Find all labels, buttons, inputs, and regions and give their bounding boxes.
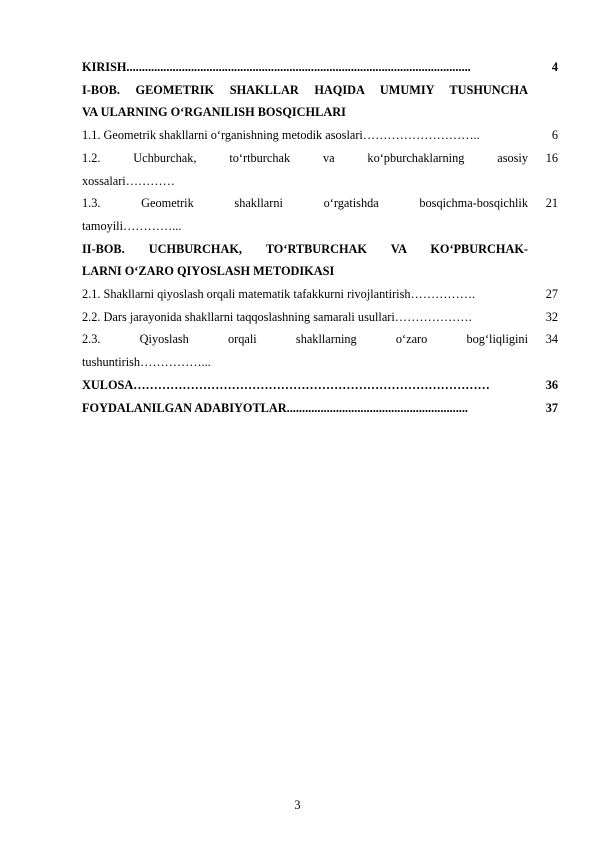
toc-entry-line: 2.1. Shakllarni qiyoslash orqali matematik tafakkurni rivojlantirish……………. (82, 287, 476, 302)
toc-entry (82, 192, 558, 237)
toc-entry-line: XULOSA…………………………………………………………………………… (82, 377, 490, 392)
page-number: 3 (294, 798, 301, 812)
toc-entry-line: LARNI O‘ZARO QIYOSLASH METODIKASI (82, 264, 335, 279)
toc-entry-title (82, 283, 528, 306)
toc-entry-page: 27 (545, 287, 558, 302)
toc-entry-line: 1.1. Geometrik shakllarni o‘rganishning metodik asoslari……………………….. (82, 128, 480, 143)
toc-entry-line: 2.2. Dars jarayonida shakllarni taqqoslashning samarali usullari………………. (82, 309, 472, 324)
toc-entry-title (82, 56, 528, 79)
toc-entry-title (82, 328, 528, 373)
toc-entry-line: tushuntirish……………... (82, 355, 211, 370)
toc-entry (82, 283, 558, 306)
toc-entry-line: xossalari………… (82, 173, 175, 188)
toc-entry (82, 79, 558, 124)
toc-entry-title (82, 192, 528, 237)
toc-entry-title (82, 238, 528, 283)
toc-entry-page: 34 (545, 332, 558, 347)
toc-entry-title (82, 397, 528, 420)
toc-entry-title (82, 124, 528, 147)
toc-entry (82, 147, 558, 192)
toc-entry-line: VA ULARNING O‘RGANILISH BOSQICHLARI (82, 105, 346, 120)
toc-entry-line: tamoyili…………... (82, 218, 182, 233)
toc-entry-line: I-BOB. GEOMETRIK SHAKLLAR HAQIDA UMUMIY TUSHUNCHA (82, 82, 528, 97)
toc-entry (82, 124, 558, 147)
toc-entry-title (82, 147, 528, 192)
toc-entry-page: 6 (551, 128, 558, 143)
toc-entry-page: 16 (545, 150, 558, 165)
toc-entry (82, 306, 558, 329)
toc-entry-page: 21 (545, 196, 558, 211)
toc-entry (82, 328, 558, 373)
toc-entry-line: 2.3. Qiyoslash orqali shakllarning o‘zaro bog‘liqligini (82, 332, 528, 347)
toc-entry-line: FOYDALANILGAN ADABIYOTLAR........................................................... (82, 400, 469, 415)
toc-entry-line: KIRISH................................................................................................................ (82, 60, 471, 74)
toc-entry-line: 1.3. Geometrik shakllarni o‘rgatishda bosqichma-bosqichlik (82, 196, 528, 211)
toc-entry (82, 56, 558, 79)
toc-entry (82, 397, 558, 420)
toc-entry-title (82, 374, 528, 397)
table-of-contents (82, 56, 558, 419)
toc-entry-page: 37 (545, 400, 558, 415)
toc-entry (82, 238, 558, 283)
toc-entry-title (82, 79, 528, 124)
toc-entry-page: 32 (545, 309, 558, 324)
toc-entry-line: II-BOB. UCHBURCHAK, TO‘RTBURCHAK VA KO‘PBURCHAK- (82, 241, 528, 256)
toc-entry (82, 374, 558, 397)
toc-entry-page: 4 (551, 60, 558, 74)
toc-entry-page: 36 (545, 377, 558, 392)
toc-entry-line: 1.2. Uchburchak, to‘rtburchak va ko‘pburchaklarning asosiy (82, 150, 528, 165)
toc-entry-title (82, 306, 528, 329)
